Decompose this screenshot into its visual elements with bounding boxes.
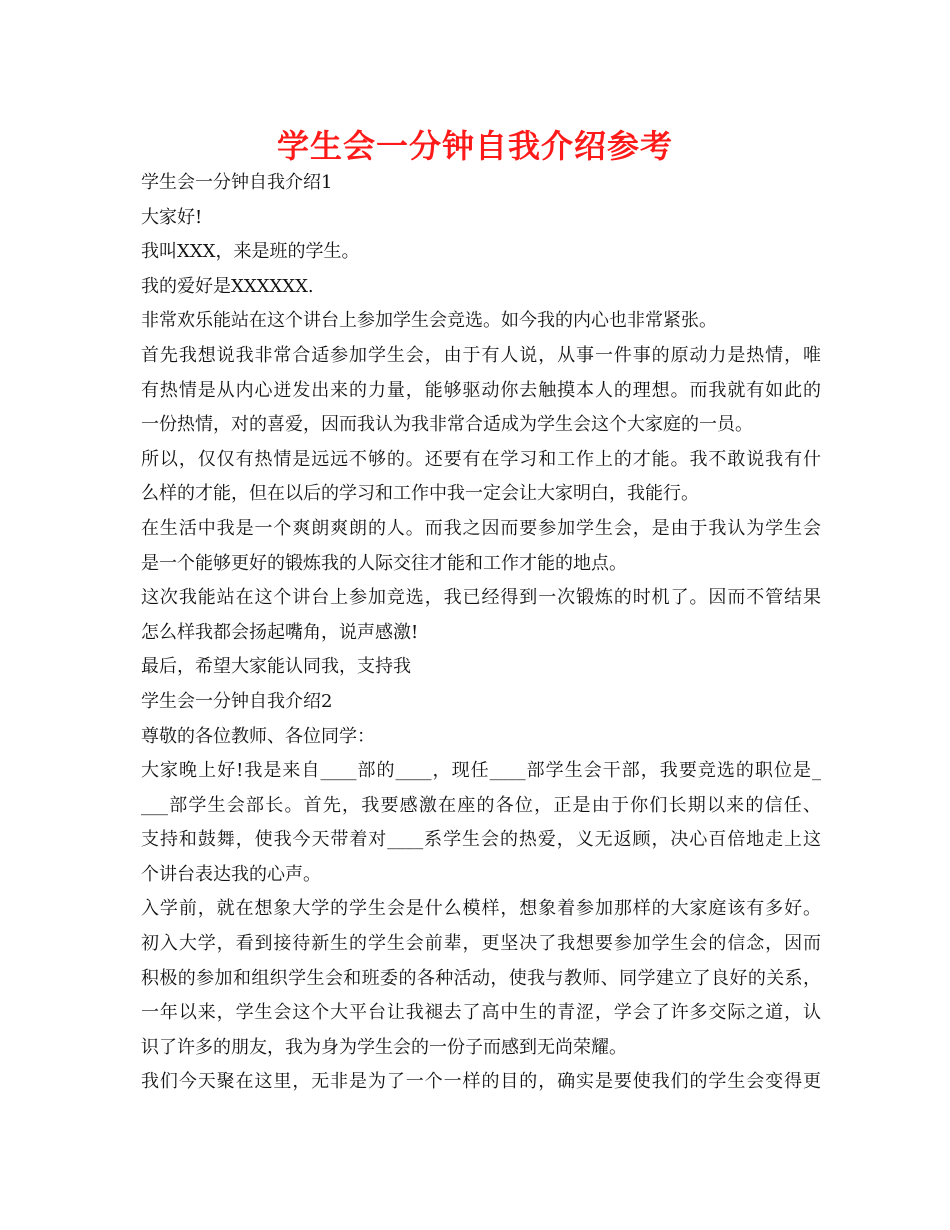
text-line: 大家晚上好!我是来自____部的____，现任____部学生会干部，我要竞选的职位是_	[141, 760, 821, 782]
text-line: 一年以来，学生会这个大平台让我褪去了高中生的青涩，学会了许多交际之道，认	[141, 1002, 821, 1024]
text-line: 大家好!	[141, 206, 203, 228]
text-line: 学生会一分钟自我介绍2	[141, 690, 333, 712]
text-line: 首先我想说我非常合适参加学生会，由于有人说，从事一件事的原动力是热情，唯	[141, 344, 821, 366]
text-line: 学生会一分钟自我介绍1	[141, 172, 333, 193]
text-line: 怎么样我都会扬起嘴角，说声感激!	[141, 621, 419, 643]
text-line: 支持和鼓舞，使我今天带着对____系学生会的热爱，义无返顾，决心百倍地走上这	[141, 829, 821, 851]
document-body	[141, 166, 821, 1100]
text-line: 我们今天聚在这里，无非是为了一个一样的目的，确实是要使我们的学生会变得更	[141, 1071, 821, 1093]
text-line: 尊敬的各位教师、各位同学：	[141, 725, 375, 747]
text-line: 么样的才能，但在以后的学习和工作中我一定会让大家明白，我能行。	[141, 483, 699, 505]
text-line: 所以，仅仅有热情是远远不够的。还要有在学习和工作上的才能。我不敢说我有什	[141, 448, 821, 470]
text-line: 我叫XXX，来是班的学生。	[141, 241, 360, 263]
text-line: 积极的参加和组织学生会和班委的各种活动，使我与教师、同学建立了良好的关系，	[141, 967, 821, 989]
text-line: 识了许多的朋友，我为身为学生会的一份子而感到无尚荣耀。	[141, 1036, 627, 1058]
text-line: 我的爱好是XXXXXX.	[141, 275, 314, 297]
text-line: 个讲台表达我的心声。	[141, 863, 321, 885]
text-line: 非常欢乐能站在这个讲台上参加学生会竞选。如今我的内心也非常紧张。	[141, 310, 717, 332]
text-line: 这次我能站在这个讲台上参加竞选，我已经得到一次锻炼的时机了。因而不管结果	[141, 587, 821, 609]
text-line: 是一个能够更好的锻炼我的人际交往才能和工作才能的地点。	[141, 552, 627, 574]
text-line: 初入大学，看到接待新生的学生会前辈，更坚决了我想要参加学生会的信念，因而	[141, 933, 821, 955]
text-line: 入学前，就在想象大学的学生会是什么模样，想象着参加那样的大家庭该有多好。	[141, 898, 821, 920]
text-line: 一份热情，对的喜爱，因而我认为我非常合适成为学生会这个大家庭的一员。	[141, 414, 753, 436]
text-line: 在生活中我是一个爽朗爽朗的人。而我之因而要参加学生会，是由于我认为学生会	[141, 517, 821, 539]
text-line: 有热情是从内心迸发出来的力量，能够驱动你去触摸本人的理想。而我就有如此的	[141, 379, 821, 401]
text-line: ___部学生会部长。首先，我要感激在座的各位，正是由于你们长期以来的信任、	[141, 794, 821, 816]
document-title: 学生会一分钟自我介绍参考	[276, 127, 673, 165]
text-line: 最后，希望大家能认同我，支持我	[141, 656, 411, 678]
